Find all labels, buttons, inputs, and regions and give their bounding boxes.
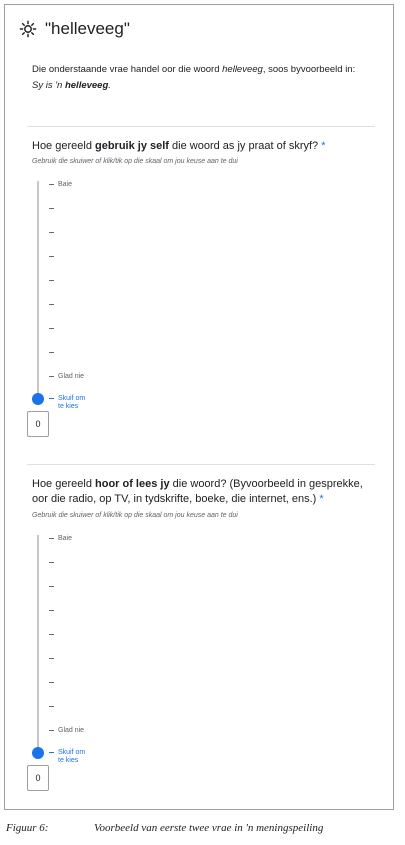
tick-bottom: Glad nie	[49, 373, 84, 380]
caption-text: Voorbeeld van eerste twee vrae in 'n meningspeiling	[94, 822, 324, 834]
survey-title: "helleveeg"	[45, 19, 130, 38]
tick	[49, 631, 58, 638]
tick	[49, 229, 58, 236]
tick	[49, 253, 58, 260]
figure-caption	[6, 822, 323, 834]
survey-frame	[4, 4, 394, 810]
question-1-title: Hoe gereeld gebruik jy self die woord as jy praat of skryf? *	[32, 140, 326, 152]
question-2-title: Hoe gereeld hoor of lees jy die woord? (Byvoorbeeld in gesprekke, oor die radio, op TV, in tydskrifte, boeke, die internet, ens.) *	[32, 478, 363, 505]
section-divider	[27, 464, 375, 465]
survey-header	[19, 19, 130, 39]
intro-line-2: Sy is 'n helleveeg.	[32, 80, 111, 91]
question-2-value[interactable]: 0	[27, 765, 49, 791]
caption-label: Figuur 6:	[6, 822, 49, 834]
tick	[49, 703, 58, 710]
question-2-slider[interactable]	[32, 535, 152, 795]
intro-line-1: Die onderstaande vrae handel oor die woord helleveeg, soos byvoorbeeld in:	[32, 64, 356, 75]
tick	[49, 559, 58, 566]
slider-track[interactable]	[37, 535, 39, 753]
slider-track[interactable]	[37, 181, 39, 399]
tick	[49, 349, 58, 356]
question-1-value[interactable]: 0	[27, 411, 49, 437]
slider-handle[interactable]	[32, 393, 44, 405]
tick	[49, 277, 58, 284]
tick	[49, 679, 58, 686]
slider-hint: Skuif om te kies	[49, 749, 85, 765]
tick-bottom: Glad nie	[49, 727, 84, 734]
tick	[49, 301, 58, 308]
tick	[49, 583, 58, 590]
tick-top: Baie	[49, 535, 72, 542]
slider-hint: Skuif om te kies	[49, 395, 85, 411]
tick	[49, 325, 58, 332]
question-1-help: Gebruik die skuiwer of klik/tik op die skaal om jou keuse aan te dui	[32, 158, 238, 165]
question-2-help: Gebruik die skuiwer of klik/tik op die skaal om jou keuse aan te dui	[32, 512, 238, 519]
tick	[49, 205, 58, 212]
section-divider	[27, 126, 375, 127]
tick-top: Baie	[49, 181, 72, 188]
question-1-slider[interactable]	[32, 181, 152, 441]
tick	[49, 607, 58, 614]
sun-icon	[19, 20, 37, 38]
slider-handle[interactable]	[32, 747, 44, 759]
tick	[49, 655, 58, 662]
intro-text	[32, 62, 355, 94]
